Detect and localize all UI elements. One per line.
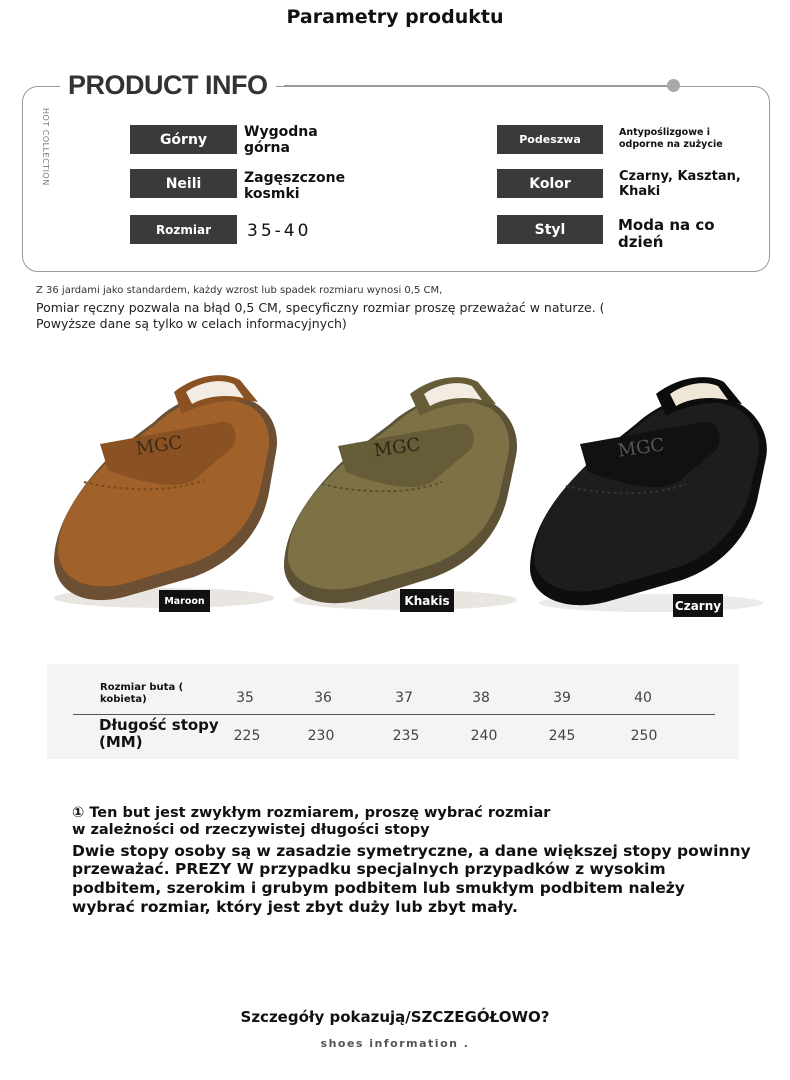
- spec-label-style: Styl: [497, 215, 603, 244]
- spec-label-upper: Górny: [130, 125, 237, 154]
- hot-collection-tag: HOT COLLECTION: [41, 108, 50, 186]
- svg-text:MGC: MGC: [616, 434, 666, 462]
- details-title: Szczegóły pokazują/SZCZEGÓŁOWO?: [240, 1008, 550, 1026]
- page-title: Parametry produktu: [286, 6, 504, 28]
- size-cell: 39: [553, 690, 571, 706]
- spec-value-size: 35-40: [247, 221, 312, 241]
- color-tag-khaki: Khakis: [400, 589, 454, 612]
- length-cell: 230: [307, 728, 335, 744]
- spec-label-size: Rozmiar: [130, 215, 237, 244]
- svg-text:MGC: MGC: [134, 432, 184, 460]
- size-note-line2: Pomiar ręczny pozwala na błąd 0,5 CM, specyficzny rozmiar proszę przeważać w naturze. ( Powyższe dane są tylko w celach informacyjnych): [36, 300, 605, 331]
- size-table-divider: [73, 714, 715, 715]
- product-info-heading-wrap: [60, 70, 276, 101]
- heading-line: [284, 85, 670, 86]
- spec-value-style: Moda na co dzień: [618, 216, 715, 252]
- length-cell: 240: [470, 728, 498, 744]
- size-table: [47, 664, 739, 759]
- size-tips: [72, 805, 752, 916]
- spec-label-color: Kolor: [497, 169, 603, 198]
- svg-text:MGC: MGC: [372, 434, 422, 462]
- product-info-heading: PRODUCT INFO: [68, 70, 268, 100]
- color-tag-maroon: Maroon: [159, 590, 210, 612]
- shoe-khaki-image: [280, 362, 530, 612]
- size-table-row-label: Długość stopy (MM): [99, 716, 219, 752]
- spec-label-sole: Podeszwa: [497, 125, 603, 154]
- size-table-header-label: Rozmiar buta ( kobieta): [100, 682, 184, 705]
- shoe-maroon-image: [44, 362, 284, 612]
- shoe-black-image: [526, 360, 776, 615]
- spec-value-sole: Antypoślizgowe i odporne na zużycie: [619, 127, 723, 150]
- spec-label-lining: Neili: [130, 169, 237, 198]
- size-cell: 38: [472, 690, 490, 706]
- size-tip-2: Dwie stopy osoby są w zasadzie symetryczne, a dane większej stopy powinny przeważać. PREZY W przypadku specjalnych przypadków z wysokim podbitem, szerokim i grubym podbitem lub smukłym podbitem należy wybrać rozmiar, który jest zbyt duży lub zbyt mały.: [72, 841, 751, 916]
- color-tag-black: Czarny: [673, 594, 723, 617]
- length-cell: 250: [630, 728, 658, 744]
- spec-value-lining: Zagęszczone kosmki: [244, 170, 346, 203]
- heading-dot: [667, 79, 680, 92]
- size-cell: 37: [395, 690, 413, 706]
- length-cell: 235: [392, 728, 420, 744]
- length-cell: 245: [548, 728, 576, 744]
- size-cell: 40: [634, 690, 652, 706]
- spec-value-upper: Wygodna górna: [244, 124, 318, 157]
- details-subtitle: shoes information .: [320, 1037, 470, 1050]
- spec-value-color: Czarny, Kasztan, Khaki: [619, 169, 741, 199]
- size-cell: 35: [236, 690, 254, 706]
- size-tip-1: ① Ten but jest zwykłym rozmiarem, proszę wybrać rozmiar w zależności od rzeczywistej długości stopy: [72, 805, 551, 839]
- size-cell: 36: [314, 690, 332, 706]
- length-cell: 225: [233, 728, 261, 744]
- size-note-line1: Z 36 jardami jako standardem, każdy wzrost lub spadek rozmiaru wynosi 0,5 CM,: [36, 285, 443, 296]
